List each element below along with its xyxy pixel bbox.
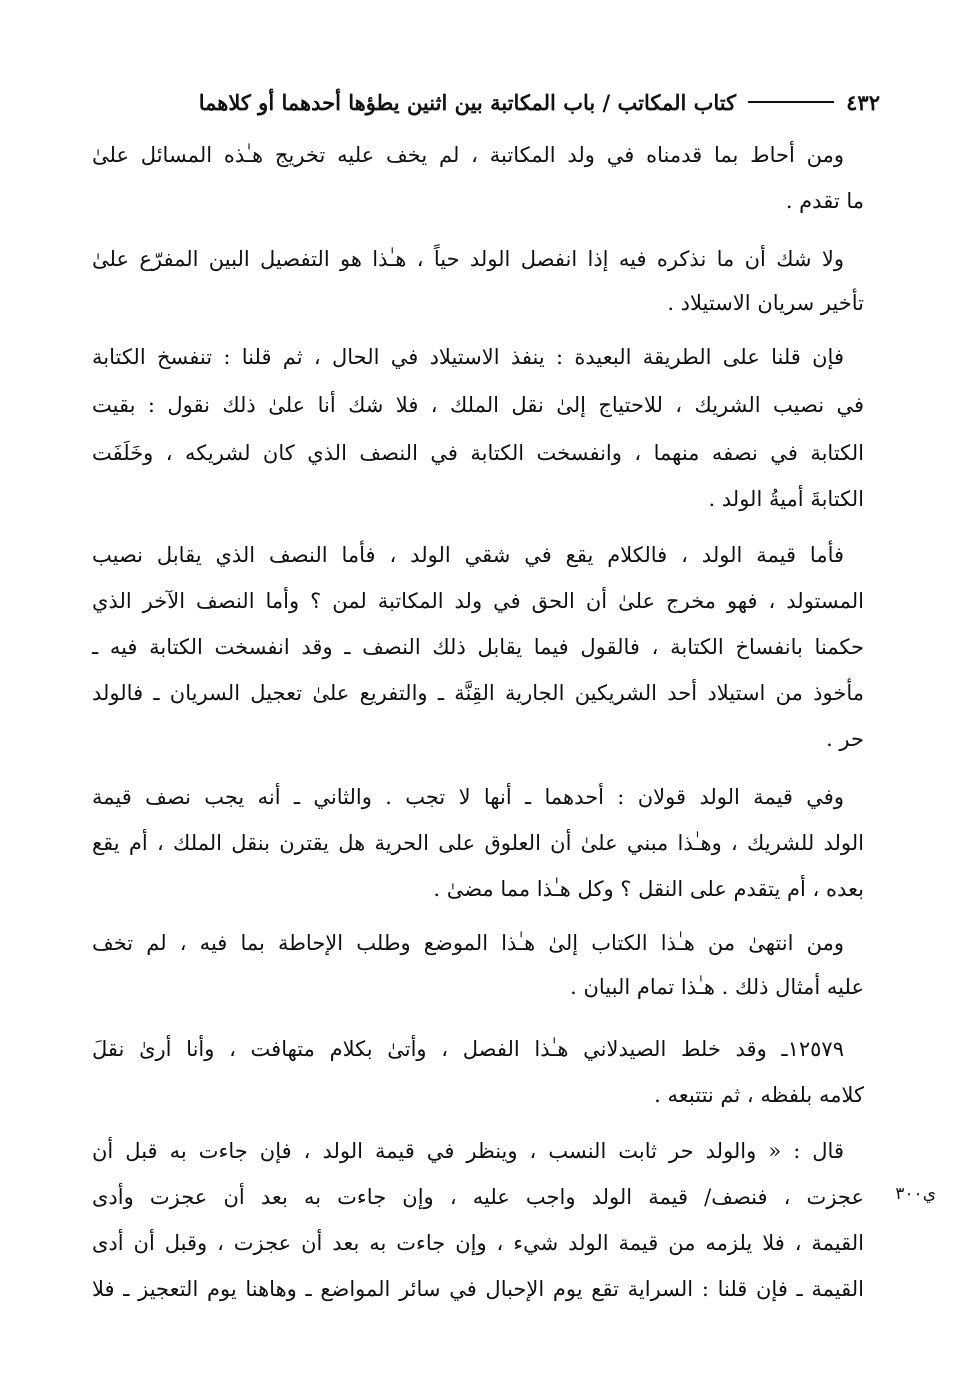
text-line: كلامه بلفظه ، ثم نتتبعه . (654, 1083, 864, 1107)
running-header (90, 84, 880, 120)
text-line: ما تقدم . (785, 189, 864, 213)
text-line: قال : « والولد حر ثابت النسب ، وينظر في قيمة الولد ، فإن جاءت به قبل أن (92, 1139, 844, 1163)
text-line: حر . (826, 727, 864, 751)
text-line: بعده ، أم يتقدم على النقل ؟ وكل هـٰذا مما مضىٰ . (433, 877, 864, 901)
text-line: وفي قيمة الولد قولان : أحدهما ـ أنها لا تجب . والثاني ـ أنه يجب نصف قيمة (92, 785, 844, 809)
text-line: الكتابة في نصفه منهما ، وانفسخت الكتابة في النصف الذي كان لشريكه ، وخَلَفَت (92, 441, 864, 465)
text-line: حكمنا بانفساخ الكتابة ، فالقول فيما يقابل ذلك النصف ـ وقد انفسخت الكتابة فيه ـ (92, 635, 864, 659)
text-line: ومن انتهىٰ من هـٰذا الكتاب إلىٰ هـٰذا الموضع وطلب الإحاطة بما فيه ، لم تخف (92, 931, 844, 955)
text-line: القيمة ، فلا يلزمه من قيمة الولد شيء ، وإن جاءت به بعد أن عجزت ، وقبل أن أدى (92, 1231, 864, 1255)
text-line: فأما قيمة الولد ، فالكلام يقع في شقي الولد ، فأما النصف الذي يقابل نصيب (92, 543, 845, 567)
margin-page-reference: ي٣٠٠ (895, 1184, 936, 1204)
text-line: ومن أحاط بما قدمناه في ولد المكاتبة ، لم يخف عليه تخريج هـٰذه المسائل علىٰ (92, 143, 844, 167)
text-line: عجزت ، فنصف/ قيمة الولد واجب عليه ، وإن جاءت به بعد أن عجزت وأدى (92, 1185, 864, 1209)
header-title: كتاب المكاتب / باب المكاتبة بين اثنين يطؤها أحدهما أو كلاهما (198, 89, 737, 115)
text-line: ١٢٥٧٩ـ وقد خلط الصيدلاني هـٰذا الفصل ، وأتىٰ بكلام متهافت ، وأنا أرىٰ نقلَ (92, 1037, 844, 1061)
text-line: مأخوذ من استيلاد أحد الشريكين الجارية القِنَّة ـ والتفريع علىٰ تعجيل السريان ـ فالولد (92, 681, 864, 705)
text-line: المستولد ، فهو مخرج علىٰ أن الحق في ولد المكاتبة لمن ؟ وأما النصف الآخر الذي (92, 589, 864, 613)
page-number: ٤٣٢ (846, 89, 880, 115)
text-line: تأخير سريان الاستيلاد . (667, 291, 864, 315)
text-line: عليه أمثال ذلك . هـٰذا تمام البيان . (570, 975, 864, 999)
text-line: فإن قلنا على الطريقة البعيدة : ينفذ الاستيلاد في الحال ، ثم قلنا : تنفسخ الكتابة (92, 345, 844, 369)
text-line: القيمة ـ فإن قلنا : السراية تقع يوم الإحبال في سائر المواضع ـ وهاهنا يوم التعجيز ـ فلا (92, 1277, 864, 1301)
text-line: في نصيب الشريك ، للاحتياج إلىٰ نقل الملك ، فلا شك أنا علىٰ ذلك نقول : بقيت (92, 393, 864, 417)
text-line: الولد للشريك ، وهـٰذا مبني علىٰ أن العلوق على الحرية هل يقترن بنقل الملك ، أم يقع (92, 831, 864, 855)
text-line: الكتابةَ أميةُ الولد . (708, 487, 864, 511)
text-line: ولا شك أن ما نذكره فيه إذا انفصل الولد حياً ، هـٰذا هو التفصيل البين المفرّع علىٰ (92, 247, 844, 271)
header-rule (748, 101, 834, 103)
